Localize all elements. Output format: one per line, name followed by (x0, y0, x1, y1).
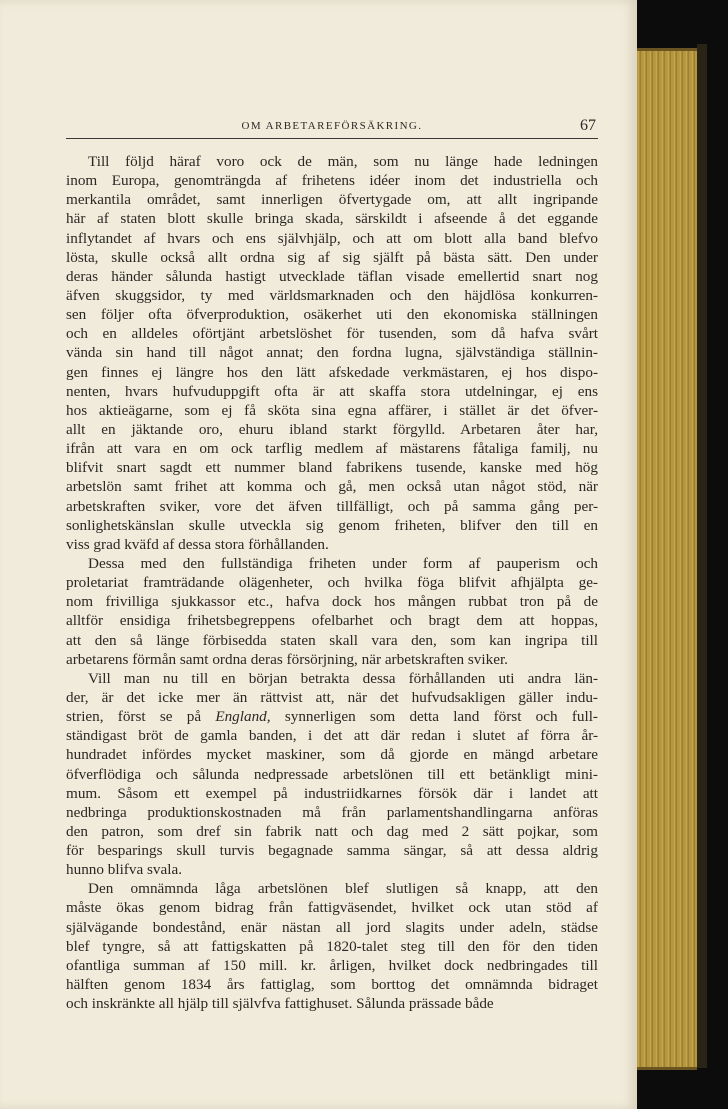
text-line: hunno blifva svala. (66, 861, 182, 879)
text-line: nenten, hvars hufvuduppgift ofta är att skaffa stora utdelningar, ej ens (66, 382, 598, 400)
text-line: ofantliga summan af 150 mill. kr. årligen, hvilket dock nedbringades till (66, 956, 598, 974)
text-line: nom frivilliga sjukkassor etc., hafva dock hos mången rubbat tron på de (66, 593, 598, 611)
paragraph (66, 879, 598, 1013)
text-line: blef tyngre, så att fattigskatten på 1820-talet steg till den för den tiden (66, 937, 598, 955)
text-line: Den omnämnda låga arbetslönen blef slutligen så knapp, att den (88, 880, 598, 898)
text-line: alltför ensidiga frihetsbegreppens ofelbarhet och bragt dem att hoppas, (66, 612, 598, 630)
emphasis: England, (215, 708, 271, 726)
text-line: inflytandet af hvars och ens självhjälp, och att om blott alla band blefvo (66, 229, 598, 247)
text-line: Till följd häraf voro ock de män, som nu länge hade ledningen (88, 153, 598, 170)
text-line: för besparings skull turvis begagnade samma sängar, så att dessa aldrig (66, 842, 598, 860)
text-line: merkantila området, samt innerligen öfvertygade om, att allt ingripande (66, 191, 598, 209)
text-line: arbetarens förmån samt ordna deras försörjning, när arbetskraften sviker. (66, 650, 508, 668)
text-line: hos aktieägarne, som ej få sköta sina egna affärer, i stället är det öfver- (66, 401, 598, 419)
page-edges (637, 48, 697, 1070)
paragraph (66, 669, 598, 880)
text-line: gen finnes ej längre hos den lätt afskedade verkmästaren, ej hos dispo- (66, 363, 598, 381)
text-line: äfven skuggsidor, ty med världsmarknaden och den häjdlösa konkurren- (66, 286, 598, 304)
text-line: den patron, som dref sin fabrik natt och dag med 2 sätt pojkar, som (66, 822, 598, 840)
text-line: allt en jäktande oro, ehuru ibland starkt förgylld. Arbetaren åter har, (66, 420, 598, 438)
text-line: Vill man nu till en början betrakta dessa förhållanden uti andra län- (88, 669, 598, 687)
paragraph (66, 554, 598, 669)
text-line: der, är det icke mer än rättvist att, när det hufvudsakligen gäller indu- (66, 688, 598, 706)
text-line: ständigast bröt de gamla banden, i det att där redan i slutet af förra år- (66, 727, 598, 745)
text-line: och en alldeles oförtjänt arbetslöshet för tusenden, som då hafva svårt (66, 325, 598, 343)
text-line: sen följer ofta öfverproduktion, osäkerhet uti den ekonomiska ställningen (66, 306, 598, 324)
text-line: blifvit snart sagdt ett nummer bland fabrikens tusende, kanske med hög (66, 459, 598, 477)
text-line: att den så länge förbisedda staten skall vara den, som kan ingripa till (66, 631, 598, 649)
running-head: OM ARBETAREFÖRSÄKRING. (241, 120, 423, 132)
header-rule (66, 138, 598, 139)
text-line: hundradet infördes mycket maskiner, som då gjorde en mängd arbetare (66, 746, 598, 764)
text-line: inom Europa, genomträngda af frihetens idéer inom det industriella och (66, 172, 598, 190)
text-line: viss grad kväfd af dessa stora förhållanden. (66, 535, 329, 553)
text-line: Dessa med den fullständiga friheten under form af pauperism och (88, 554, 598, 572)
text-line: här af staten blott skulle bringa skada, särskildt i afseende å det eggande (66, 210, 598, 228)
paragraph (66, 152, 598, 554)
page-header (66, 118, 598, 140)
text-line: öfverflödiga och sålunda nedpressade arbetslönen till ett betänkligt mini- (66, 765, 598, 783)
text-line: arbetskraften sviker, vore det äfven tillfälligt, och på samma gång per- (66, 497, 598, 515)
text-line: lösta, skulle också allt ordna sig af sig själft på bästa sätt. Den under (66, 248, 598, 266)
text-line: ifrån att vara en om ock tarflig medlem af mästarens fåtaliga familj, nu (66, 440, 598, 458)
body-text (66, 152, 598, 1013)
text-line: strien, först se på England, synnerligen som detta land först och full- (66, 708, 598, 726)
text-line: mum. Såsom ett exempel på industriidkarnes försök där i landet att (66, 784, 598, 802)
text-line: och inskränkte all hjälp till självfva fattighuset. Sålunda prässade både (66, 995, 494, 1013)
text-line: nedbringa produktionskostnaden må från parlamentshandlingarna anföras (66, 803, 598, 821)
text-line: vända sin hand till något annat; den fordna lugna, självständiga ställnin- (66, 344, 598, 362)
text-line: självägande bondestånd, enär nästan all jord slagits under adeln, städse (66, 918, 598, 936)
text-line: arbetslön samt frihet att komma och gå, men också utan något stöd, när (66, 478, 598, 496)
text-line: proletariat framträdande olägenheter, och hvilka föga blifvit afhjälpta ge- (66, 574, 598, 592)
text-line: måste ökas genom bidrag från fattigväsendet, hvilket ock utan stöd af (66, 899, 598, 917)
book-binding-shadow (697, 44, 707, 1068)
text-line: deras händer sålunda hastigt utvecklade täflan visade emellertid snart nog (66, 267, 598, 285)
text-line: sonlighetskänslan skulle utveckla sig genom friheten, blifver den till en (66, 516, 598, 534)
page-number: 67 (580, 117, 596, 134)
text-line: hälften genom 1834 års fattiglag, som borttog det omnämnda bidraget (66, 976, 598, 994)
